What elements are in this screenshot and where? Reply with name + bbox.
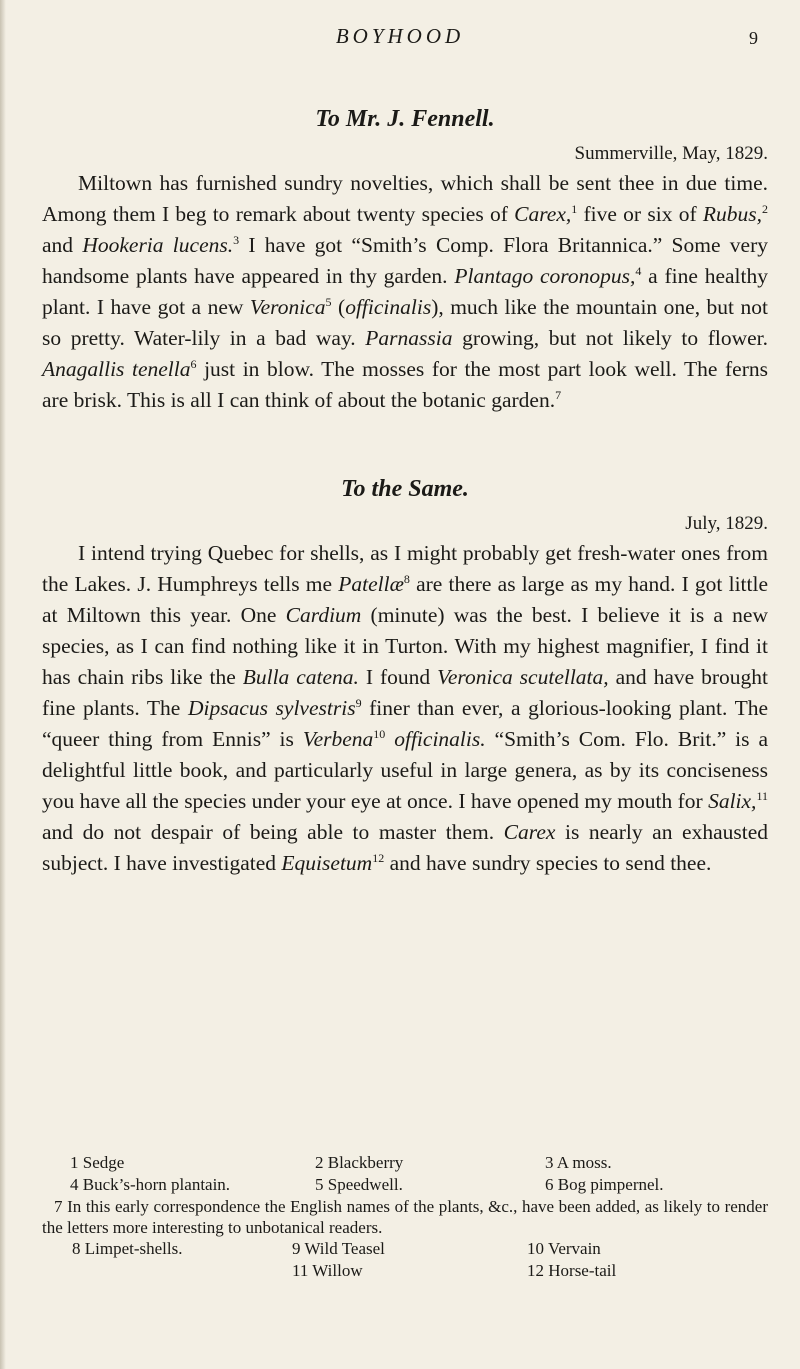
- page-body: [42, 102, 768, 879]
- footnote: 1 Sedge: [70, 1153, 125, 1172]
- italic-term: Rubus,: [702, 202, 762, 226]
- footnote: 10 Vervain: [527, 1239, 601, 1258]
- italic-term: Carex: [503, 820, 556, 844]
- footnote-ref: 4: [635, 263, 642, 278]
- text-run: ), much like the mountain one, but not so pretty. Water-lily in a bad way.: [42, 295, 768, 350]
- letter-2-text: [42, 538, 768, 879]
- footnote: 9 Wild Teasel: [292, 1239, 385, 1258]
- italic-term: Anagallis tenella: [42, 357, 191, 381]
- text-run: finer than ever, a glorious-looking plant. The “queer thing from Ennis” is: [42, 696, 768, 751]
- footnote-ref: 6: [190, 356, 197, 371]
- italic-term: Patellæ: [338, 572, 404, 596]
- text-run: and have sundry species to send thee.: [384, 851, 712, 875]
- italic-term: officinalis.: [394, 727, 486, 751]
- italic-term: Bulla catena.: [242, 665, 359, 689]
- footnote-row: [42, 1152, 768, 1174]
- text-run: a fine healthy plant. I have got a new: [42, 264, 768, 319]
- italic-term: Cardium: [285, 603, 362, 627]
- italic-term: Verbena: [302, 727, 374, 751]
- footnote-row: [42, 1238, 768, 1260]
- italic-term: Dipsacus sylvestris: [187, 696, 356, 720]
- footnote-row: [42, 1174, 768, 1196]
- footnote: 6 Bog pimpernel.: [545, 1175, 664, 1194]
- footnote-ref: 2: [762, 201, 768, 216]
- text-run: [385, 727, 394, 751]
- letter-1-text: [42, 168, 768, 416]
- footnote-ref: 7: [555, 387, 562, 402]
- footnote: 12 Horse-tail: [527, 1261, 617, 1280]
- footnote: 11 Willow: [292, 1261, 363, 1280]
- footnote: [42, 1260, 292, 1282]
- footnote-ref: 9: [355, 695, 362, 710]
- text-run: is nearly an exhausted subject. I have investigated: [42, 820, 768, 875]
- footnote: 3 A moss.: [545, 1153, 612, 1172]
- text-run: and do not despair of being able to master them.: [42, 820, 504, 844]
- letter-1-heading: To Mr. J. Fennell.: [315, 106, 495, 132]
- page-gutter-shadow: [0, 0, 6, 1369]
- text-run: growing, but not likely to flower.: [452, 326, 769, 350]
- italic-term: Salix,: [708, 789, 757, 813]
- footnote-ref: 12: [372, 850, 385, 865]
- italic-term: officinalis: [345, 295, 432, 319]
- italic-term: Parnassia: [365, 326, 453, 350]
- footnotes: [42, 1152, 768, 1282]
- text-run: five or six of: [577, 202, 703, 226]
- letter-2-heading: To the Same.: [341, 476, 469, 502]
- letter-1-dateline: Summerville, May, 1829.: [574, 143, 768, 164]
- text-run: and: [42, 233, 83, 257]
- footnote: 2 Blackberry: [315, 1153, 404, 1172]
- italic-term: Carex,: [514, 202, 572, 226]
- letter-2-dateline: July, 1829.: [685, 513, 768, 534]
- footnote: 4 Buck’s-horn plantain.: [70, 1175, 231, 1194]
- text-run: “Smith’s Com. Flo. Brit.” is a delightful little book, and particularly useful in large genera, as by its conciseness you have all the species under your eye at once. I have opened my mouth for: [42, 727, 768, 813]
- text-run: and have brought fine plants. The: [42, 665, 769, 720]
- page-number: 9: [749, 28, 758, 48]
- text-run: I have got “Smith’s Comp. Flora Britannica.” Some very handsome plants have appeared in thy garden.: [42, 233, 768, 288]
- footnote-ref: 3: [233, 232, 240, 247]
- text-run: are there as large as my hand. I got little at Miltown this year. One: [42, 572, 768, 627]
- italic-term: Equisetum: [281, 851, 373, 875]
- footnote-ref: 1: [571, 201, 578, 216]
- footnote-ref: 8: [403, 571, 410, 586]
- footnote-ref: 5: [325, 294, 332, 309]
- footnote-row: [42, 1260, 768, 1282]
- text-run: I found: [358, 665, 438, 689]
- footnote: 5 Speedwell.: [315, 1175, 403, 1194]
- italic-term: Veronica: [249, 295, 326, 319]
- text-run: just in blow. The mosses for the most part look well. The ferns are brisk. This is all I can think of about the botanic garden.: [42, 357, 768, 412]
- italic-term: Hookeria lucens.: [82, 233, 234, 257]
- italic-term: Veronica scutellata,: [437, 665, 609, 689]
- text-run: (minute) was the best. I believe it is a new species, as I can find nothing like it in Turton. With my highest magnifier, I find it has chain ribs like the: [42, 603, 768, 689]
- text-run: (: [331, 295, 346, 319]
- footnote-7: 7 In this early correspondence the English names of the plants, &c., have been added, as likely to render the letters more interesting to unbotanical readers.: [42, 1197, 768, 1237]
- footnote: 8 Limpet-shells.: [72, 1239, 183, 1258]
- text-run: Miltown has furnished sundry novelties, which shall be sent thee in due time. Among them I beg to remark about twenty species of: [42, 171, 768, 226]
- text-run: I intend trying Quebec for shells, as I might probably get fresh-water ones from the Lakes. J. Humphreys tells me: [42, 541, 768, 596]
- footnote-ref: 10: [373, 726, 386, 741]
- running-title: BOYHOOD: [335, 24, 465, 48]
- footnote-ref: 11: [756, 788, 768, 803]
- italic-term: Plantago coronopus,: [454, 264, 636, 288]
- running-header: [0, 24, 800, 54]
